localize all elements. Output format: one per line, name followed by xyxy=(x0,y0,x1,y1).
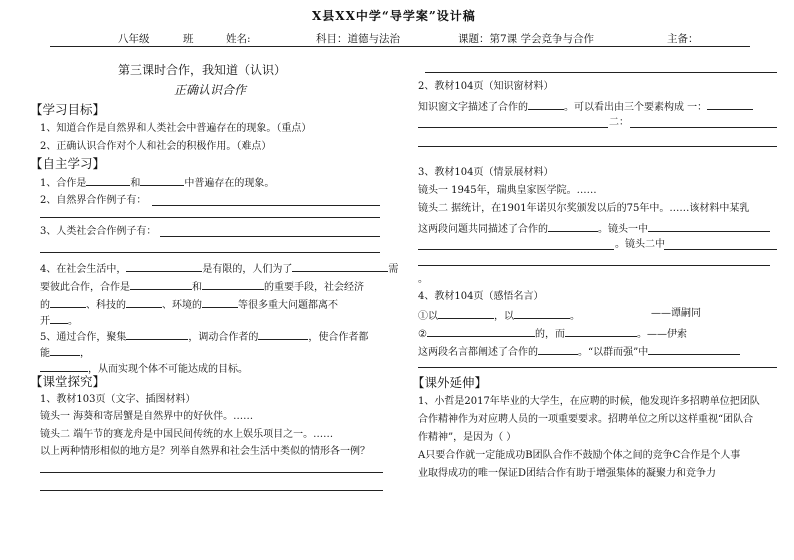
m4-blank-5[interactable] xyxy=(538,345,578,355)
q5-blank-4[interactable] xyxy=(40,362,88,372)
question-4-line-1 xyxy=(40,262,398,275)
q4-blank-3[interactable] xyxy=(130,280,192,290)
q4-text-d: 要彼此合作，合作是 xyxy=(40,282,130,293)
q4-text-c: 需 xyxy=(388,264,399,275)
lesson-title: 第三课时合作，我知道（认识） xyxy=(118,63,287,77)
q4-text-j: 等很多重大问题都离不 xyxy=(238,300,338,311)
question-4-line-2 xyxy=(40,280,364,293)
m4-blank-2[interactable] xyxy=(514,309,570,319)
extension-line-2: 合作精神作为对应聘人员的一项重要要求。招聘单位之所以这样重视“团队合 xyxy=(418,414,754,425)
q3-answer-line-1[interactable] xyxy=(160,236,380,237)
m4-text-a: ①以 xyxy=(418,311,438,322)
q4-blank-8[interactable] xyxy=(50,314,68,324)
m3-text-d: 。镜头一中 xyxy=(598,224,648,235)
q5-blank-1[interactable] xyxy=(126,330,188,340)
material-1-question: 以上两种情形相似的地方是？列举自然界和社会生活中类似的情形各一例？ xyxy=(40,446,370,457)
material-3: 3、教材104页（情景展材料） xyxy=(418,167,554,178)
worksheet-title: X县XX中学“导学案”设计稿 xyxy=(312,9,476,23)
explore-heading: 【课堂探究】 xyxy=(30,374,106,389)
m2-blank-2[interactable] xyxy=(707,100,753,110)
m2-blank-line-b[interactable] xyxy=(630,127,777,128)
q2-answer-line-2[interactable] xyxy=(40,217,380,218)
m3-blank-line-a[interactable] xyxy=(418,249,614,250)
material-4-summary xyxy=(418,345,740,358)
q4-blank-6[interactable] xyxy=(126,298,162,308)
topic-label: 课题：第7课 学会竞争与合作 xyxy=(458,33,595,45)
m2-blank-1[interactable] xyxy=(528,100,564,110)
question-5-line-2 xyxy=(40,346,90,359)
m2-text-a: 知识窗文字描述了合作的 xyxy=(418,102,528,113)
m1-answer-line-2[interactable] xyxy=(40,490,383,491)
m3-text-c: 这两段问题共同描述了合作的 xyxy=(418,224,548,235)
q1-text-b: 和 xyxy=(130,178,141,189)
q4-text-i: 、环境的 xyxy=(162,300,202,311)
q1-blank-1[interactable] xyxy=(86,176,130,186)
question-1 xyxy=(40,176,274,189)
question-3: 3、人类社会合作例子有： xyxy=(40,226,157,237)
material-4: 4、教材104页（感悟名言） xyxy=(418,291,544,302)
q1-text-c: 中普遍存在的现象。 xyxy=(184,178,275,189)
m2-text-b: 。可以看出由三个要素构成 一： xyxy=(564,102,708,113)
class-label: 班 xyxy=(183,33,194,45)
m4-blank-4[interactable] xyxy=(565,327,637,337)
m3-text-f: 。 xyxy=(418,274,428,285)
extension-line-1: 1、小哲是2017年毕业的大学生，在应聘的时候，他发现许多招聘单位把团队 xyxy=(418,396,760,407)
right-top-line[interactable] xyxy=(425,72,777,73)
name-label: 姓名: xyxy=(226,33,251,45)
material-2-line-1 xyxy=(418,100,753,113)
q5-text-d: 能 xyxy=(40,348,50,359)
q5-text-a: 5、通过合作，聚集 xyxy=(40,332,127,343)
material-3-scene-1: 镜头一 1945年，瑞典皇家医学院。…… xyxy=(418,185,597,196)
q5-text-b: ，调动合作者的 xyxy=(188,332,259,343)
q4-blank-4[interactable] xyxy=(202,280,264,290)
q3-answer-line-2[interactable] xyxy=(40,252,380,253)
q4-text-f: 的重要手段，社会经济 xyxy=(264,282,364,293)
m2-blank-line-c[interactable] xyxy=(418,146,777,147)
q4-text-e: 和 xyxy=(192,282,202,293)
q5-text-c: ，使合作者都 xyxy=(308,332,369,343)
q4-blank-2[interactable] xyxy=(292,262,388,272)
m2-blank-line-a[interactable] xyxy=(418,127,608,128)
material-4-quote-1 xyxy=(418,309,580,322)
q2-answer-line-1[interactable] xyxy=(152,205,380,206)
material-4-quote-2 xyxy=(418,327,687,340)
m4-text-f: 的，而 xyxy=(534,329,565,340)
m4-text-b: ，以 xyxy=(494,311,514,322)
extension-option-line-2: 业取得成功的唯一保证D团结合作有助于增强集体的凝聚力和竞争力 xyxy=(418,468,717,479)
material-1-scene-2: 镜头二 端午节的赛龙舟是中国民间传统的水上娱乐项目之一。…… xyxy=(40,429,334,440)
material-3-line-3 xyxy=(418,222,770,235)
q4-blank-1[interactable] xyxy=(126,262,202,272)
q4-text-h: 、科技的 xyxy=(86,300,126,311)
m3-blank-2[interactable] xyxy=(648,222,770,232)
q4-text-b: 是有限的，人们为了 xyxy=(202,264,293,275)
question-4-line-3 xyxy=(40,298,338,311)
goal-1: 1、知道合作是自然界和人类社会中普遍存在的现象。（重点） xyxy=(40,123,312,134)
question-4-line-4 xyxy=(40,314,78,327)
q5-blank-3[interactable] xyxy=(50,346,80,356)
extension-option-line-1: A只要合作就一定能成功B团队合作不鼓励个体之间的竞争C合作是个人事 xyxy=(418,450,741,461)
m4-blank-6[interactable] xyxy=(648,345,740,355)
m2-text-c: 二： xyxy=(609,117,629,128)
q4-blank-5[interactable] xyxy=(50,298,86,308)
q4-text-l: 。 xyxy=(68,316,78,327)
q1-blank-2[interactable] xyxy=(140,176,184,186)
m3-blank-1[interactable] xyxy=(548,222,598,232)
m3-blank-line-b[interactable] xyxy=(664,249,777,250)
m4-text-h: 这两段名言都阐述了合作的 xyxy=(418,347,538,358)
m4-blank-3[interactable] xyxy=(427,327,535,337)
m1-answer-line-1[interactable] xyxy=(40,472,383,473)
m4-text-c: 。 xyxy=(570,311,580,322)
grade-label: 八年级 xyxy=(118,33,150,45)
m4-author-1: ——谭嗣同 xyxy=(651,308,701,319)
self-study-heading: 【自主学习】 xyxy=(30,156,106,171)
m3-blank-line-c[interactable] xyxy=(418,265,770,266)
m4-blank-line-a[interactable] xyxy=(418,367,777,368)
q5-blank-2[interactable] xyxy=(258,330,308,340)
material-2: 2、教材104页（知识窗材料） xyxy=(418,81,554,92)
material-3-scene-2: 镜头二 据统计，在1901年诺贝尔奖颁发以后的75年中。……该材料中某乳 xyxy=(418,203,750,214)
goals-heading: 【学习目标】 xyxy=(30,102,106,117)
m4-text-i: 。“以群而强”中 xyxy=(578,347,649,358)
goal-2: 2、正确认识合作对个人和社会的积极作用。（难点） xyxy=(40,141,272,152)
material-1: 1、教材103页（文字、插图材料） xyxy=(40,394,196,405)
q1-text-a: 1、合作是 xyxy=(40,178,87,189)
q4-text-a: 4、在社会生活中， xyxy=(40,264,127,275)
extension-line-3: 作精神”，是因为（ ） xyxy=(418,432,517,443)
m4-text-g: 。——伊索 xyxy=(636,329,687,340)
lesson-subtitle: 正确认识合作 xyxy=(174,83,247,97)
q5-text-f: ，从而实现个体不可能达成的目标。 xyxy=(88,364,248,375)
m4-text-e: ② xyxy=(418,329,427,340)
q4-text-k: 开 xyxy=(40,316,50,327)
q4-text-g: 的 xyxy=(40,300,50,311)
m3-text-e: 。镜头二中 xyxy=(615,239,665,250)
material-1-scene-1: 镜头一 海葵和寄居蟹是自然界中的好伙伴。…… xyxy=(40,411,254,422)
subject-label: 科目：道德与法治 xyxy=(316,33,400,45)
extension-heading: 【课外延伸】 xyxy=(412,375,488,390)
preparer-label: 主备： xyxy=(667,33,699,45)
q5-text-e: ， xyxy=(80,348,90,359)
header-rule xyxy=(50,46,750,47)
question-5-line-1 xyxy=(40,330,368,343)
q4-blank-7[interactable] xyxy=(202,298,238,308)
question-2: 2、自然界合作例子有： xyxy=(40,195,147,206)
m4-blank-1[interactable] xyxy=(438,309,494,319)
